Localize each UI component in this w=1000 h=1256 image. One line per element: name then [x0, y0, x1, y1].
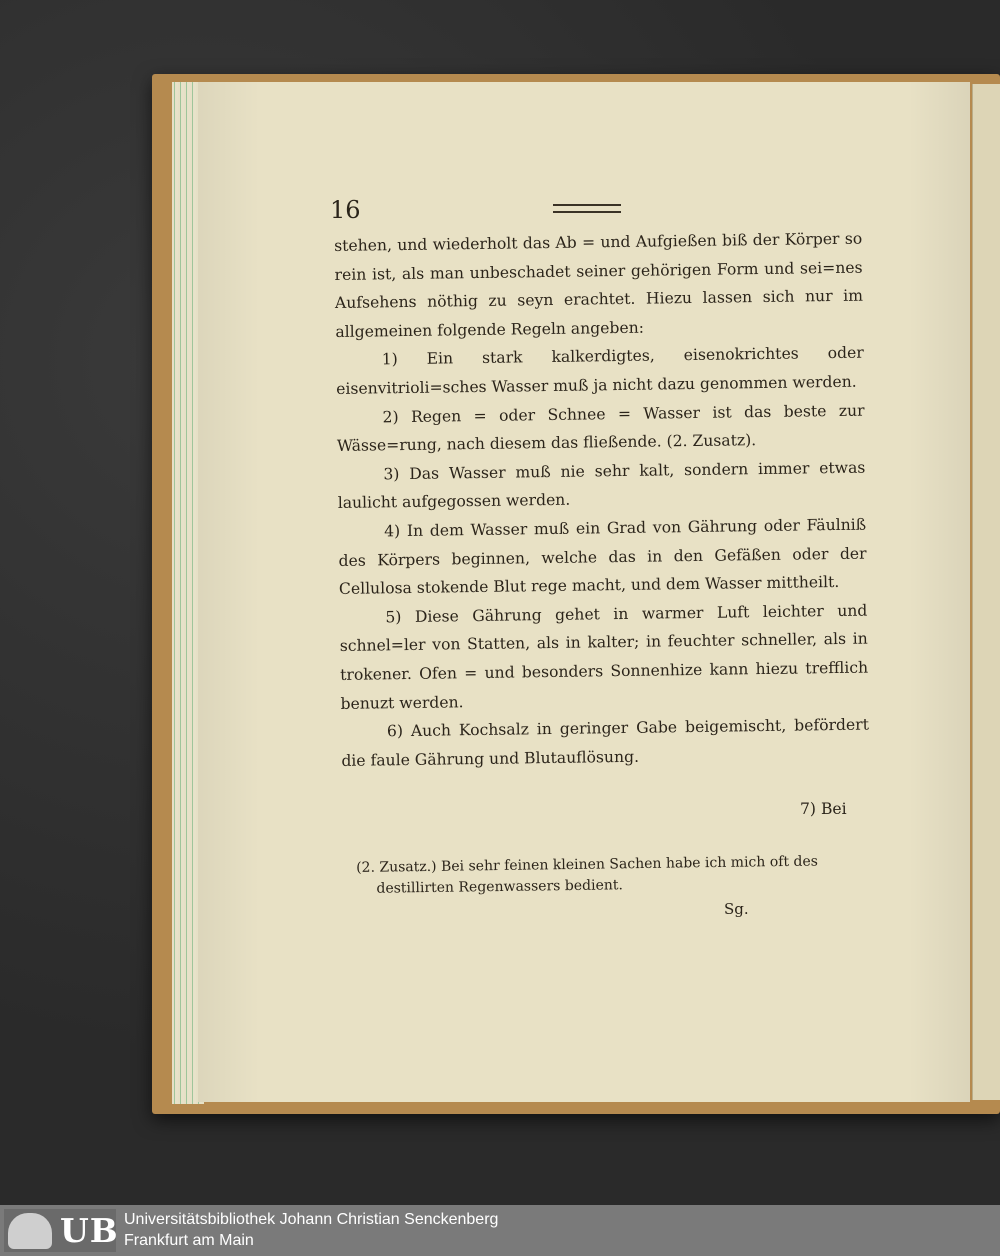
library-logo	[4, 1209, 119, 1252]
rule-5: 5) Diese Gährung gehet in warmer Luft leichter und schnel=ler von Statten, als in kalter; in feuchter schneller, als in trokener. Ofen = und besonders Sonnenhize kann hiezu trefflich benuzt werden.	[339, 601, 869, 713]
facing-page-edge	[972, 84, 1000, 1100]
intro-paragraph: stehen, und wiederholt das Ab = und Aufgießen biß der Körper so rein ist, als man unbeschadet seiner gehörigen Form und sei=nes Aufsehens nöthig zu seyn erachtet. Hiezu lassen sich nur im allgemeinen folgende Regeln angeben:	[334, 229, 864, 341]
rule-4: 4) In dem Wasser muß ein Grad von Gährung oder Fäulniß des Körpers beginnen, welche das in den Gefäßen oder der Cellulosa stokende Blut rege macht, und dem Wasser mittheilt.	[338, 515, 867, 599]
rule-6: 6) Auch Kochsalz in geringer Gabe beigemischt, befördert die faule Gährung und Blutauflösung.	[341, 715, 870, 770]
institution-location: Frankfurt am Main	[124, 1232, 254, 1249]
portrait-icon	[8, 1213, 52, 1249]
catchword: 7) Bei	[800, 800, 847, 818]
main-text	[334, 225, 870, 776]
footnote-line-2: destillirten Regenwassers bedient.	[376, 877, 624, 897]
page-number: 16	[330, 196, 361, 224]
header-rule	[553, 204, 621, 213]
rule-2: 2) Regen = oder Schnee = Wasser ist das beste zur Wässe=rung, nach diesem das fließende. (2. Zusatz).	[336, 401, 865, 456]
institution-name: Universitätsbibliothek Johann Christian Senckenberg	[124, 1211, 499, 1228]
rule-3: 3) Das Wasser muß nie sehr kalt, sondern immer etwas laulicht aufgegossen werden.	[337, 458, 866, 513]
library-footer	[0, 1205, 1000, 1256]
logo-text: UB	[60, 1211, 119, 1250]
footnote	[356, 851, 861, 900]
page-header	[330, 196, 860, 226]
rule-1: 1) Ein stark kalkerdigtes, eisenokrichtes oder eisenvitrioli=sches Wasser muß ja nicht dazu genommen werden.	[336, 343, 864, 398]
footnote-signature: Sg.	[724, 900, 749, 918]
footnote-line-1: (2. Zusatz.) Bei sehr feinen kleinen Sachen habe ich mich oft des	[356, 853, 819, 876]
